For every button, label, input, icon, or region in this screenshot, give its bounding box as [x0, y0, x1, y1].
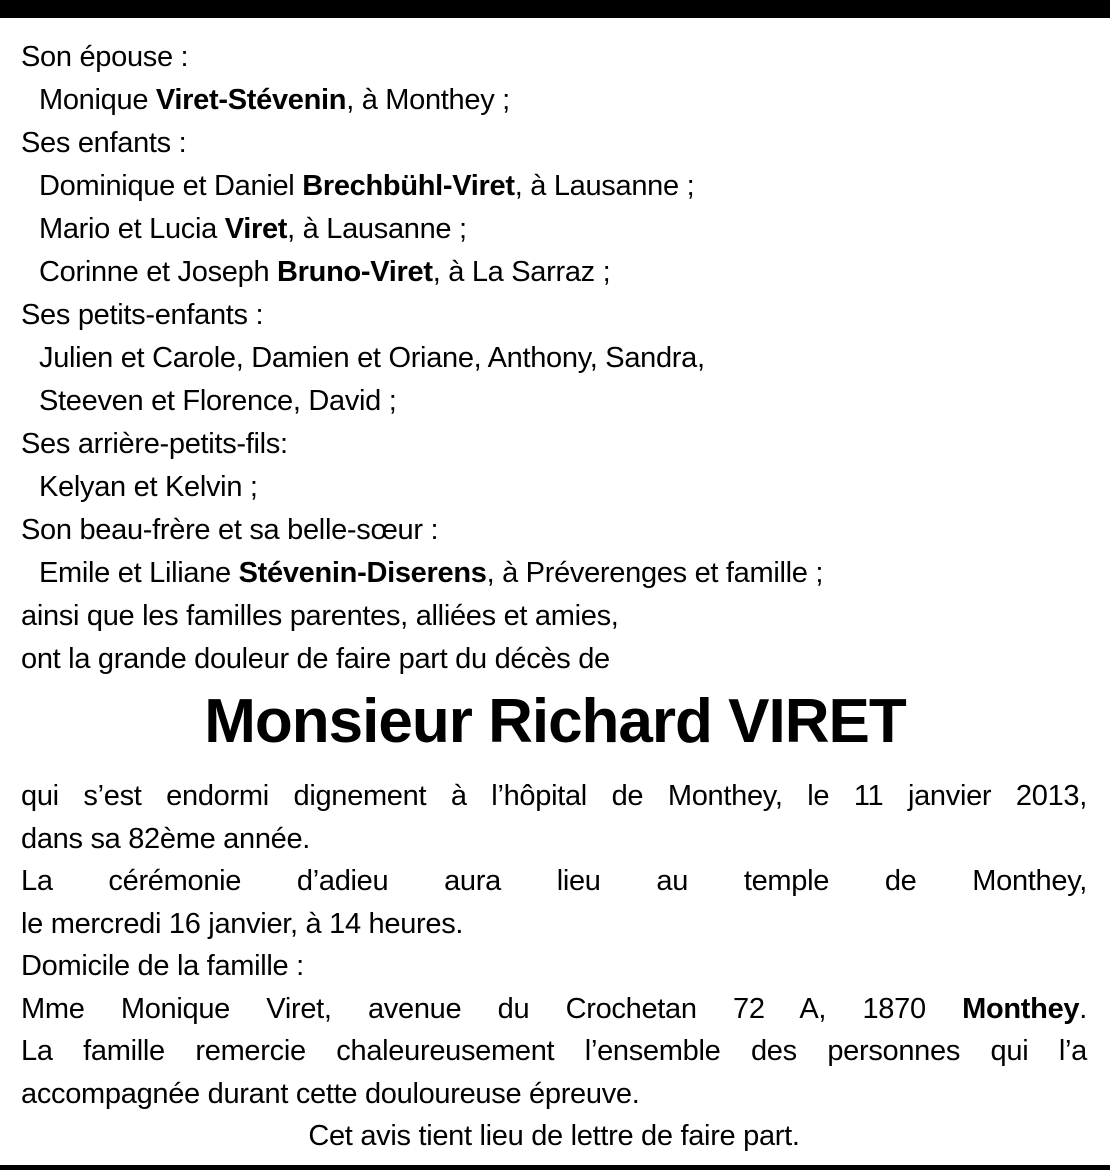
family-line — [21, 595, 1087, 638]
text-segment: le mercredi 16 janvier, à 14 heures. — [21, 907, 464, 940]
detail-line — [21, 860, 1087, 903]
text-segment: Mario et Lucia — [39, 213, 225, 245]
text-segment: Monique — [39, 84, 156, 116]
surname-bold: Viret — [224, 213, 288, 245]
family-line — [21, 337, 1087, 380]
family-line — [21, 509, 1087, 552]
detail-line — [21, 945, 1087, 988]
text-segment: qui s’est endormi dignement à l’hôpital de Monthey, le 11 janvier 2013, — [21, 780, 1087, 812]
text-segment: , à Préverenges et famille ; — [486, 557, 824, 589]
text-segment: . — [1079, 992, 1087, 1025]
text-segment: ont la grande douleur de faire part du décès de — [21, 643, 610, 675]
text-segment: Kelyan et Kelvin ; — [39, 471, 258, 503]
family-list — [21, 36, 1087, 681]
text-segment: Emile et Liliane — [39, 557, 239, 589]
text-segment: Ses enfants : — [21, 127, 187, 159]
text-segment: ainsi que les familles parentes, alliées et amies, — [21, 600, 619, 632]
family-line — [21, 380, 1087, 423]
text-segment: La famille remercie chaleureusement l’ensemble des personnes qui l’a — [21, 1035, 1087, 1067]
detail-line — [21, 818, 1087, 861]
family-line — [21, 552, 1087, 595]
text-segment: Cet avis tient lieu de lettre de faire part. — [308, 1120, 800, 1152]
family-line — [21, 294, 1087, 337]
text-segment: Dominique et Daniel — [39, 170, 303, 202]
text-segment: Steeven et Florence, David ; — [39, 385, 397, 417]
surname-bold: Bruno-Viret — [277, 256, 433, 288]
family-line — [21, 36, 1087, 79]
family-line — [21, 208, 1087, 251]
text-segment: Son épouse : — [21, 41, 189, 73]
surname-bold: Brechbühl-Viret — [302, 170, 515, 202]
text-segment: , à Lausanne ; — [287, 213, 467, 245]
text-segment: Corinne et Joseph — [39, 256, 278, 288]
detail-line — [21, 1073, 1087, 1116]
detail-line — [21, 988, 1087, 1031]
detail-line — [21, 903, 1087, 946]
text-segment: Ses petits-enfants : — [21, 299, 264, 331]
bottom-border-line — [0, 1165, 1110, 1170]
surname-bold: Viret-Stévenin — [155, 84, 347, 116]
text-segment: , à Monthey ; — [346, 84, 510, 116]
text-segment: La cérémonie d’adieu aura lieu au temple de Monthey, — [21, 865, 1087, 897]
text-segment: Mme Monique Viret, avenue du Crochetan 72 A, 1870 — [21, 992, 963, 1025]
family-line — [21, 638, 1087, 681]
text-segment: , à Lausanne ; — [514, 170, 695, 202]
surname-bold: Monthey — [962, 992, 1080, 1025]
detail-line — [21, 775, 1087, 818]
family-line — [21, 122, 1087, 165]
family-line — [21, 165, 1087, 208]
family-line — [21, 466, 1087, 509]
detail-line — [21, 1115, 1087, 1158]
family-line — [21, 251, 1087, 294]
text-segment: Domicile de la famille : — [21, 950, 304, 982]
top-border-bar — [0, 0, 1110, 18]
text-segment: , à La Sarraz ; — [432, 256, 611, 288]
family-line — [21, 79, 1087, 122]
text-segment: accompagnée durant cette douloureuse épreuve. — [21, 1077, 640, 1110]
surname-bold: Stévenin-Diserens — [238, 557, 487, 589]
text-segment: Ses arrière-petits-fils: — [21, 428, 288, 460]
deceased-name-title: Monsieur Richard VIRET — [204, 687, 906, 756]
text-segment: Son beau-frère et sa belle-sœur : — [21, 514, 439, 546]
detail-line — [21, 1030, 1087, 1073]
text-segment: Julien et Carole, Damien et Oriane, Anthony, Sandra, — [39, 342, 705, 374]
family-line — [21, 423, 1087, 466]
text-segment: dans sa 82ème année. — [21, 822, 311, 855]
ceremony-details — [21, 775, 1087, 1158]
